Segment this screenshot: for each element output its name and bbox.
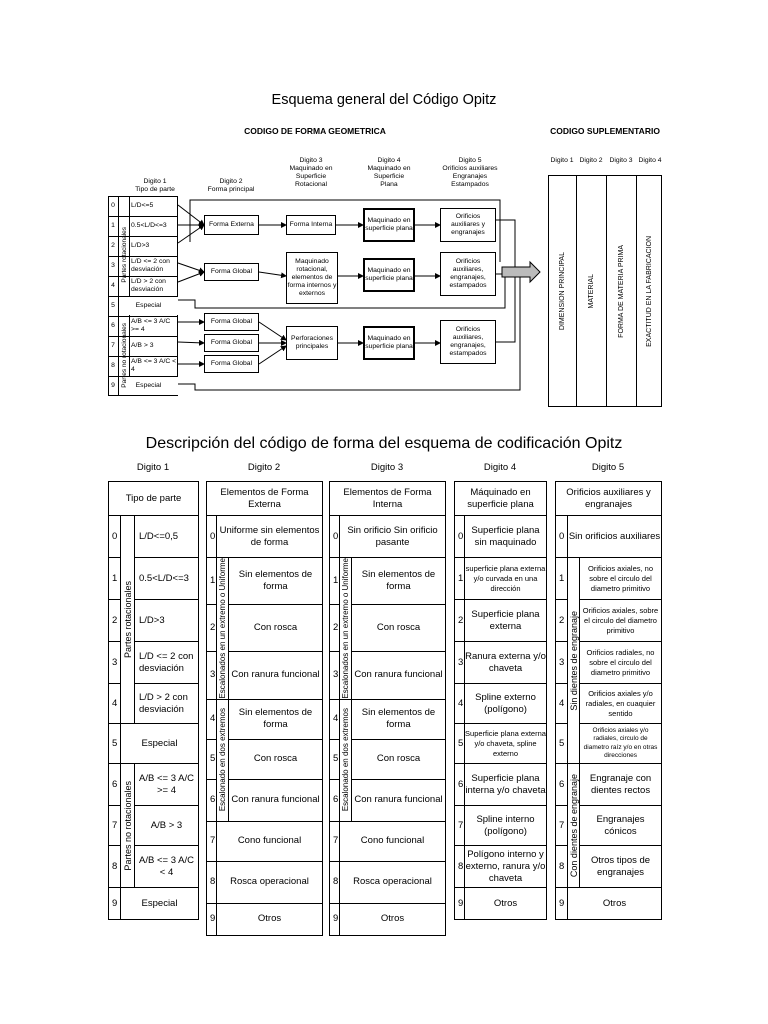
row-number: 9 — [556, 888, 568, 920]
row-number: 5 — [111, 302, 115, 309]
table-row — [556, 558, 662, 600]
digit-head-2: Digito 2 — [247, 462, 281, 473]
table-row — [109, 888, 199, 920]
table-header: Máquinado en superficie plana — [455, 482, 547, 516]
row-number: 2 — [111, 242, 115, 249]
table-cell: Sin orificios auxiliares — [568, 516, 662, 558]
table-header: Elementos de Forma Externa — [207, 482, 323, 516]
box-maq-plana-1: Maquinado en superficie plana — [363, 208, 415, 242]
group-label — [121, 516, 135, 724]
supp-col-3 — [606, 175, 636, 407]
table-cell: Orificios axiales, sobre el circulo del diametro primitivo — [580, 600, 662, 642]
table-cell: Sin elementos de forma — [352, 699, 446, 739]
row-number: 4 — [207, 699, 217, 739]
group-label — [217, 558, 229, 700]
row-number: 6 — [111, 322, 115, 329]
table-cell: 0.5<L/D<=3 — [135, 558, 199, 600]
row-number: 5 — [109, 724, 121, 764]
box-orificios-3: Orificios auxiliares, engranajes, estampados — [440, 320, 496, 364]
table-cell: Engranaje con dientes rectos — [580, 764, 662, 806]
row-text: Especial — [119, 297, 178, 315]
row-number: 2 — [109, 600, 121, 642]
table-row — [455, 764, 547, 806]
supp-col-4 — [636, 175, 662, 407]
table-row — [556, 516, 662, 558]
row-number: 2 — [330, 605, 340, 652]
row-number: 3 — [556, 642, 568, 684]
table-cell: A/B > 3 — [135, 806, 199, 846]
opitz-table-t4 — [454, 481, 547, 920]
header-line: Digito 1 — [143, 178, 167, 185]
header-line: Superficie — [373, 173, 405, 180]
vertical-label: FORMA DE MATERIA PRIMA — [617, 244, 625, 338]
vertical-label: MATERIAL — [587, 273, 595, 309]
table-row — [455, 846, 547, 888]
vertical-label: Escalonados en un extremo o Uniforme — [341, 558, 350, 699]
row-number: 9 — [330, 903, 340, 935]
row-number: 8 — [207, 861, 217, 903]
table-row — [455, 888, 547, 920]
row-text: L/D <= 2 con desviación — [131, 258, 170, 273]
table-cell: Otros tipos de engranajes — [580, 846, 662, 888]
header-line: Maquinado en — [289, 165, 333, 172]
vertical-label: Partes no rotacionales — [122, 780, 133, 871]
opitz-table-t1 — [108, 481, 199, 920]
box-forma-interna: Forma Interna — [286, 215, 336, 235]
row-number: 7 — [455, 806, 465, 846]
row-number: 1 — [111, 222, 115, 229]
table-cell: Spline interno (polígono) — [465, 806, 547, 846]
table-cell: L/D <= 2 con desviación — [135, 642, 199, 684]
row-number: 0 — [455, 516, 465, 558]
header-line: Digito 5 — [458, 157, 482, 164]
table-row — [556, 888, 662, 920]
table-cell: L/D>3 — [135, 600, 199, 642]
row-number: 4 — [556, 684, 568, 724]
header-line: Digito 3 — [299, 157, 323, 164]
row-number: 0 — [111, 202, 115, 209]
row-text: L/D<=5 — [131, 202, 154, 209]
table-cell: Sin orificio Sin orificio pasante — [340, 516, 446, 558]
row-number: 9 — [111, 382, 115, 389]
digit-head-5: Digito 5 — [591, 462, 625, 473]
table-cell: Otros — [568, 888, 662, 920]
box-orificios-1: Orificios auxiliares y engranajes — [440, 208, 496, 242]
header-line: Digito 2 — [219, 178, 243, 185]
table-cell: Sin elementos de forma — [352, 558, 446, 605]
box-forma-global-4: Forma Global — [204, 355, 259, 373]
group-label — [568, 764, 580, 888]
row-number: 4 — [455, 684, 465, 724]
table-row — [207, 516, 323, 558]
table-row — [207, 699, 323, 739]
group-label — [340, 558, 352, 700]
table-row — [207, 903, 323, 935]
row-number: 3 — [109, 642, 121, 684]
table-cell: L/D > 2 con desviación — [135, 684, 199, 724]
supp-col-2 — [576, 175, 606, 407]
row-number: 0 — [330, 516, 340, 558]
table-cell: Superficie plana externa y/o chaveta, spline externo — [465, 724, 547, 764]
section-form-title: CODIGO DE FORMA GEOMETRICA — [244, 126, 386, 136]
row-number: 4 — [330, 699, 340, 739]
table-cell: Uniforme sin elementos de forma — [217, 516, 323, 558]
row-number: 5 — [556, 724, 568, 764]
row-number: 3 — [111, 262, 115, 269]
group-label — [568, 558, 580, 764]
table-row — [109, 516, 199, 558]
header-line: Tipo de parte — [135, 186, 175, 193]
row-number: 2 — [556, 600, 568, 642]
table-row — [455, 724, 547, 764]
table-cell: Con ranura funcional — [229, 779, 323, 821]
row-number: 5 — [455, 724, 465, 764]
row-number: 8 — [109, 846, 121, 888]
table-row — [330, 861, 446, 903]
header-line: Superficie — [295, 173, 327, 180]
box-maq-rotacional: Maquinado rotacional, elementos de forma internos y externos — [286, 252, 338, 304]
row-number: 5 — [330, 739, 340, 779]
box-maq-plana-2: Maquinado en superficie plana — [363, 258, 415, 292]
row-number: 1 — [455, 558, 465, 600]
box-forma-externa: Forma Externa — [204, 215, 259, 235]
table-header: Orificios auxiliares y engranajes — [556, 482, 662, 516]
table-cell: Cono funcional — [340, 821, 446, 861]
vertical-label: Sin dientes de engranaje — [569, 610, 579, 711]
row-number: 0 — [556, 516, 568, 558]
row-text: A/B > 3 — [131, 342, 154, 349]
row-number: 1 — [556, 558, 568, 600]
digit-head-3: Digito 3 — [370, 462, 404, 473]
table-row — [109, 764, 199, 806]
table-cell: A/B <= 3 A/C < 4 — [135, 846, 199, 888]
table-cell: Especial — [121, 724, 199, 764]
row-number: 6 — [109, 764, 121, 806]
row-number: 6 — [455, 764, 465, 806]
vertical-label: Partes rotacionales — [122, 580, 133, 659]
row-number: 5 — [207, 739, 217, 779]
row-number: 4 — [111, 282, 115, 289]
table-cell: A/B <= 3 A/C >= 4 — [135, 764, 199, 806]
table-cell: Con ranura funcional — [352, 652, 446, 699]
vertical-label: Partes rotacionales — [120, 227, 128, 283]
opitz-table-t3 — [329, 481, 446, 936]
box-forma-global-2: Forma Global — [204, 313, 259, 331]
table-cell: Con ranura funcional — [229, 652, 323, 699]
row-number: 6 — [207, 779, 217, 821]
table-row — [455, 600, 547, 642]
table-cell: Con rosca — [352, 739, 446, 779]
row-number: 9 — [109, 888, 121, 920]
table-row — [455, 806, 547, 846]
row-text: A/B <= 3 A/C >= 4 — [131, 318, 171, 333]
table-cell: Spline externo (polígono) — [465, 684, 547, 724]
description-title: Descripción del código de forma del esquema de codificación Opitz — [145, 435, 623, 452]
row-number: 9 — [455, 888, 465, 920]
row-number: 8 — [111, 362, 115, 369]
table-cell: Orificios axiales y/o radiales, circulo de diametro raíz y/o en otras direcciones — [580, 724, 662, 764]
table-cell: superficie plana externa y/o curvada en una dirección — [465, 558, 547, 600]
table-cell: Superficie plana sin maquinado — [465, 516, 547, 558]
row-number: 7 — [556, 806, 568, 846]
row-text: L/D > 2 con desviación — [131, 278, 166, 293]
row-number: 3 — [455, 642, 465, 684]
header-line: Maquinado en — [367, 165, 411, 172]
row-number: 7 — [207, 821, 217, 861]
vertical-label: EXACTITUD EN LA FABRICACION — [645, 235, 653, 347]
table-cell: Cono funcional — [217, 821, 323, 861]
table-row — [207, 821, 323, 861]
table-row — [330, 516, 446, 558]
box-orificios-2: Orificios auxiliares, engranajes, estampados — [440, 252, 496, 296]
table-cell: Otros — [340, 903, 446, 935]
row-number: 7 — [109, 806, 121, 846]
row-number: 6 — [556, 764, 568, 806]
row-number: 8 — [330, 861, 340, 903]
table-row — [455, 642, 547, 684]
table-cell: Superficie plana externa — [465, 600, 547, 642]
table-cell: Ranura externa y/o chaveta — [465, 642, 547, 684]
table-cell: L/D<=0,5 — [135, 516, 199, 558]
opitz-table-t2 — [206, 481, 323, 936]
table-header: Tipo de parte — [109, 482, 199, 516]
vertical-label: Partes no rotacionales — [120, 322, 128, 388]
header-line: Forma principal — [207, 186, 255, 193]
table-row — [207, 558, 323, 605]
table-cell: Sin elementos de forma — [229, 558, 323, 605]
digit-head-4: Digito 4 — [483, 462, 517, 473]
row-text: Especial — [119, 377, 178, 395]
row-text: L/D>3 — [131, 242, 150, 249]
header-line: Rotacional — [294, 181, 328, 188]
row-text: A/B <= 3 A/C < 4 — [131, 358, 177, 373]
table-row — [556, 764, 662, 806]
header-line: Orificios auxiliares — [442, 165, 498, 172]
table-row — [109, 724, 199, 764]
table-cell: Con rosca — [229, 605, 323, 652]
vertical-label: Escalonados en un extremo o Uniforme — [218, 558, 227, 699]
row-number: 2 — [455, 600, 465, 642]
vertical-label: DIMENSION PRINCIPAL — [558, 251, 566, 331]
table-cell: Otros — [217, 903, 323, 935]
supp-head-3: Digito 3 — [609, 157, 633, 164]
table-cell: Sin elementos de forma — [229, 699, 323, 739]
row-number: 4 — [109, 684, 121, 724]
table-cell: Orificios radiales, no sobre el circulo del diametro primitivo — [580, 642, 662, 684]
table-row — [330, 699, 446, 739]
table-header: Elementos de Forma Interna — [330, 482, 446, 516]
group-label — [121, 764, 135, 888]
box-maq-plana-3: Maquinado en superficie plana — [363, 326, 415, 360]
table-row — [330, 903, 446, 935]
table-cell: Orificios axiales y/o radiales, en cuaquier sentido — [580, 684, 662, 724]
box-perforaciones: Perforaciones principales — [286, 326, 338, 360]
row-number: 3 — [330, 652, 340, 699]
box-forma-global-1: Forma Global — [204, 263, 259, 281]
row-number: 6 — [330, 779, 340, 821]
row-number: 8 — [455, 846, 465, 888]
opitz-table-t5 — [555, 481, 662, 920]
row-number: 7 — [330, 821, 340, 861]
table-cell: Superficie plana interna y/o chaveta — [465, 764, 547, 806]
vertical-label: Escalonado en dos extremos — [341, 708, 350, 812]
vertical-label: Con dientes de engranaje — [569, 773, 579, 878]
supp-head-4: Digito 4 — [638, 157, 662, 164]
table-cell: Engranajes cónicos — [580, 806, 662, 846]
row-number: 1 — [207, 558, 217, 605]
row-number: 1 — [330, 558, 340, 605]
section-supp-title: CODIGO SUPLEMENTARIO — [550, 126, 660, 136]
supp-col-1 — [548, 175, 576, 407]
row-number: 3 — [207, 652, 217, 699]
row-number: 9 — [207, 903, 217, 935]
table-row — [330, 558, 446, 605]
row-number: 2 — [207, 605, 217, 652]
table-cell: Con rosca — [352, 605, 446, 652]
row-number: 7 — [111, 342, 115, 349]
table-row — [455, 684, 547, 724]
vertical-label: Escalonado en dos extremos — [218, 708, 227, 812]
row-number: 8 — [556, 846, 568, 888]
header-line: Digito 4 — [377, 157, 401, 164]
table-row — [455, 516, 547, 558]
supp-head-1: Digito 1 — [550, 157, 574, 164]
table-cell: Otros — [465, 888, 547, 920]
box-forma-global-3: Forma Global — [204, 334, 259, 352]
row-number: 0 — [109, 516, 121, 558]
header-line: Estampados — [451, 181, 489, 188]
table-row — [330, 821, 446, 861]
table-row — [207, 861, 323, 903]
row-text: 0.5<L/D<=3 — [131, 222, 167, 229]
table-cell: Con rosca — [229, 739, 323, 779]
header-line: Engranajes — [452, 173, 488, 180]
table-cell: Rosca operacional — [217, 861, 323, 903]
row-number: 0 — [207, 516, 217, 558]
table-cell: Polígono interno y externo, ranura y/o chaveta — [465, 846, 547, 888]
header-line: Plana — [380, 181, 398, 188]
row-number: 1 — [109, 558, 121, 600]
supp-head-2: Digito 2 — [579, 157, 603, 164]
table-row — [455, 558, 547, 600]
table-cell: Con ranura funcional — [352, 779, 446, 821]
table-cell: Orificios axiales, no sobre el circulo del diametro primitivo — [580, 558, 662, 600]
table-cell: Especial — [121, 888, 199, 920]
group-label — [217, 699, 229, 821]
table-cell: Rosca operacional — [340, 861, 446, 903]
digit-head-1: Digito 1 — [136, 462, 170, 473]
group-label — [340, 699, 352, 821]
scheme-title: Esquema general del Código Opitz — [271, 92, 497, 108]
